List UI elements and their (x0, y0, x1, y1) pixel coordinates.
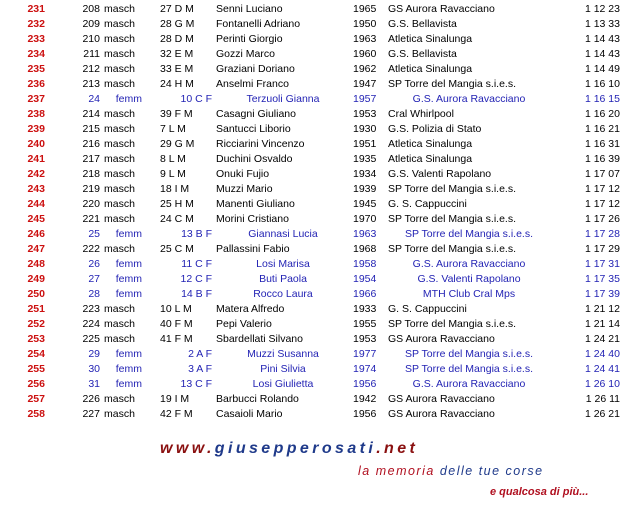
finish-time: 1 24 21 (584, 333, 620, 345)
bib-number: 31 (88, 378, 100, 390)
team-name: Atletica Sinalunga (388, 138, 473, 150)
position: 239 (27, 123, 45, 135)
category: 28 G M (160, 18, 195, 30)
gender: femm (115, 363, 142, 375)
birth-year: 1970 (353, 213, 377, 225)
birth-year: 1945 (353, 198, 377, 210)
result-row (0, 227, 632, 242)
birth-year: 1956 (353, 378, 377, 390)
birth-year: 1966 (353, 288, 377, 300)
finish-time: 1 17 31 (584, 258, 620, 270)
team-name: SP Torre del Mangia s.i.e.s. (388, 213, 517, 225)
finish-time: 1 16 10 (584, 78, 620, 90)
finish-time: 1 26 10 (584, 378, 620, 390)
team-name: G. S. Cappuccini (388, 198, 467, 210)
gender: masch (104, 18, 135, 30)
team-name: G.S. Bellavista (388, 18, 457, 30)
position: 241 (27, 153, 45, 165)
position: 253 (27, 333, 45, 345)
category: 27 D M (160, 3, 194, 15)
bib-number: 215 (82, 123, 100, 135)
athlete-name: Perinti Giorgio (216, 33, 283, 45)
category: 9 L M (160, 168, 186, 180)
birth-year: 1962 (353, 63, 377, 75)
result-row (0, 212, 632, 227)
team-name: G. S. Cappuccini (388, 303, 467, 315)
team-name: SP Torre del Mangia s.i.e.s. (388, 318, 517, 330)
finish-time: 1 14 43 (584, 48, 620, 60)
position: 238 (27, 108, 45, 120)
result-row (0, 92, 632, 107)
category: 25 H M (160, 198, 194, 210)
position: 250 (27, 288, 45, 300)
athlete-name: Ricciarini Vincenzo (216, 138, 305, 150)
finish-time: 1 17 28 (584, 228, 620, 240)
athlete-name: Muzzi Mario (216, 183, 273, 195)
birth-year: 1955 (353, 318, 377, 330)
gender: masch (104, 318, 135, 330)
category: 29 G M (160, 138, 195, 150)
tagline-part-1: la memoria (358, 464, 435, 478)
gender: femm (115, 258, 142, 270)
site-url-name: giusepperosati (214, 440, 377, 457)
position: 252 (27, 318, 45, 330)
bib-number: 222 (82, 243, 100, 255)
gender: masch (104, 393, 135, 405)
bib-number: 212 (82, 63, 100, 75)
gender: masch (104, 213, 135, 225)
bib-number: 227 (82, 408, 100, 420)
birth-year: 1957 (353, 93, 377, 105)
team-name: GS Aurora Ravacciano (388, 333, 495, 345)
position: 245 (27, 213, 45, 225)
finish-time: 1 17 29 (584, 243, 620, 255)
athlete-name: Terzuoli Gianna (246, 93, 320, 105)
category: 28 D M (160, 33, 194, 45)
finish-time: 1 16 20 (584, 108, 620, 120)
team-name: MTH Club Cral Mps (422, 288, 516, 300)
birth-year: 1950 (353, 18, 377, 30)
team-name: G.S. Valenti Rapolano (417, 273, 521, 285)
gender: masch (104, 3, 135, 15)
result-row (0, 407, 632, 422)
team-name: SP Torre del Mangia s.i.e.s. (404, 348, 533, 360)
gender: femm (115, 93, 142, 105)
athlete-name: Gozzi Marco (216, 48, 275, 60)
finish-time: 1 21 12 (584, 303, 620, 315)
finish-time: 1 26 11 (585, 393, 620, 405)
gender: masch (104, 63, 135, 75)
category: 11 C F (181, 258, 212, 270)
result-row (0, 272, 632, 287)
athlete-name: Casagni Giuliano (216, 108, 296, 120)
athlete-name: Muzzi Susanna (247, 348, 319, 360)
team-name: Atletica Sinalunga (388, 63, 473, 75)
finish-time: 1 16 15 (584, 93, 620, 105)
team-name: G.S. Polizia di Stato (388, 123, 482, 135)
birth-year: 1968 (353, 243, 377, 255)
category: 3 A F (188, 363, 212, 375)
athlete-name: Losi Marisa (256, 258, 310, 270)
athlete-name: Santucci Liborio (216, 123, 291, 135)
finish-time: 1 17 35 (584, 273, 620, 285)
team-name: Atletica Sinalunga (388, 153, 473, 165)
gender: masch (104, 198, 135, 210)
finish-time: 1 26 21 (584, 408, 620, 420)
position: 255 (27, 363, 45, 375)
bib-number: 24 (88, 93, 100, 105)
birth-year: 1977 (353, 348, 377, 360)
gender: femm (115, 348, 142, 360)
result-row (0, 362, 632, 377)
team-name: G.S. Aurora Ravacciano (412, 258, 526, 270)
position: 232 (27, 18, 45, 30)
position: 243 (27, 183, 45, 195)
finish-time: 1 24 41 (584, 363, 620, 375)
gender: masch (104, 333, 135, 345)
birth-year: 1951 (353, 138, 377, 150)
result-row (0, 47, 632, 62)
birth-year: 1939 (353, 183, 377, 195)
birth-year: 1930 (353, 123, 377, 135)
finish-time: 1 21 14 (584, 318, 620, 330)
athlete-name: Onuki Fujio (216, 168, 270, 180)
birth-year: 1953 (353, 108, 377, 120)
category: 33 E M (160, 63, 194, 75)
bib-number: 208 (82, 3, 100, 15)
bib-number: 27 (88, 273, 100, 285)
birth-year: 1963 (353, 33, 377, 45)
team-name: G.S. Aurora Ravacciano (412, 378, 526, 390)
position: 249 (27, 273, 45, 285)
birth-year: 1954 (353, 273, 377, 285)
position: 248 (27, 258, 45, 270)
team-name: SP Torre del Mangia s.i.e.s. (404, 363, 533, 375)
site-tagline-more: e qualcosa di più... (490, 486, 589, 498)
finish-time: 1 17 07 (584, 168, 620, 180)
site-url-suffix: .net (376, 440, 419, 457)
gender: femm (115, 228, 142, 240)
athlete-name: Pallassini Fabio (216, 243, 290, 255)
category: 8 L M (160, 153, 186, 165)
category: 19 I M (160, 393, 190, 405)
athlete-name: Giannasi Lucia (248, 228, 318, 240)
gender: masch (104, 138, 135, 150)
finish-time: 1 12 23 (584, 3, 620, 15)
result-row (0, 62, 632, 77)
bib-number: 220 (82, 198, 100, 210)
position: 246 (27, 228, 45, 240)
category: 10 L M (160, 303, 192, 315)
team-name: Cral Whirlpool (388, 108, 454, 120)
birth-year: 1960 (353, 48, 377, 60)
category: 24 H M (160, 78, 194, 90)
position: 231 (27, 3, 45, 15)
team-name: SP Torre del Mangia s.i.e.s. (388, 183, 517, 195)
birth-year: 1942 (353, 393, 377, 405)
result-row (0, 107, 632, 122)
athlete-name: Pini Silvia (260, 363, 306, 375)
category: 39 F M (160, 108, 193, 120)
finish-time: 1 13 33 (584, 18, 620, 30)
position: 234 (27, 48, 45, 60)
position: 237 (27, 93, 45, 105)
result-row (0, 167, 632, 182)
birth-year: 1953 (353, 333, 377, 345)
gender: masch (104, 123, 135, 135)
athlete-name: Rocco Laura (253, 288, 313, 300)
team-name: SP Torre del Mangia s.i.e.s. (388, 78, 517, 90)
birth-year: 1935 (353, 153, 377, 165)
bib-number: 209 (82, 18, 100, 30)
bib-number: 210 (82, 33, 100, 45)
athlete-name: Matera Alfredo (216, 303, 285, 315)
gender: femm (115, 273, 142, 285)
result-row (0, 302, 632, 317)
site-tagline (358, 464, 544, 478)
site-url[interactable] (160, 440, 418, 458)
team-name: G.S. Valenti Rapolano (388, 168, 492, 180)
position: 240 (27, 138, 45, 150)
result-row (0, 257, 632, 272)
finish-time: 1 16 39 (584, 153, 620, 165)
gender: femm (115, 378, 142, 390)
bib-number: 30 (88, 363, 100, 375)
result-row (0, 332, 632, 347)
athlete-name: Graziani Doriano (216, 63, 295, 75)
bib-number: 224 (82, 318, 100, 330)
athlete-name: Losi Giulietta (252, 378, 314, 390)
bib-number: 217 (82, 153, 100, 165)
category: 10 C F (180, 93, 212, 105)
position: 233 (27, 33, 45, 45)
gender: masch (104, 168, 135, 180)
athlete-name: Duchini Osvaldo (216, 153, 293, 165)
category: 25 C M (160, 243, 194, 255)
category: 18 I M (160, 183, 190, 195)
bib-number: 211 (83, 48, 100, 60)
result-row (0, 32, 632, 47)
position: 236 (27, 78, 45, 90)
finish-time: 1 24 40 (584, 348, 620, 360)
position: 244 (27, 198, 45, 210)
athlete-name: Morini Cristiano (216, 213, 289, 225)
birth-year: 1974 (353, 363, 377, 375)
team-name: Atletica Sinalunga (388, 33, 473, 45)
category: 13 B F (181, 228, 212, 240)
category: 7 L M (160, 123, 186, 135)
team-name: GS Aurora Ravacciano (388, 408, 495, 420)
athlete-name: Manenti Giuliano (216, 198, 295, 210)
result-row (0, 152, 632, 167)
bib-number: 29 (88, 348, 100, 360)
birth-year: 1934 (353, 168, 377, 180)
gender: masch (104, 78, 135, 90)
finish-time: 1 17 39 (584, 288, 620, 300)
category: 24 C M (160, 213, 194, 225)
position: 251 (27, 303, 45, 315)
gender: masch (104, 408, 135, 420)
team-name: GS Aurora Ravacciano (388, 393, 495, 405)
result-row (0, 377, 632, 392)
bib-number: 221 (82, 213, 100, 225)
category: 32 E M (160, 48, 194, 60)
athlete-name: Fontanelli Adriano (216, 18, 301, 30)
birth-year: 1956 (353, 408, 377, 420)
team-name: GS Aurora Ravacciano (388, 3, 495, 15)
birth-year: 1965 (353, 3, 377, 15)
bib-number: 28 (88, 288, 100, 300)
gender: masch (104, 153, 135, 165)
position: 235 (27, 63, 45, 75)
category: 13 C F (180, 378, 212, 390)
result-row (0, 122, 632, 137)
category: 14 B F (181, 288, 212, 300)
gender: femm (115, 288, 142, 300)
bib-number: 214 (82, 108, 100, 120)
result-row (0, 137, 632, 152)
result-row (0, 17, 632, 32)
tagline-part-2: delle tue corse (439, 464, 544, 478)
bib-number: 226 (82, 393, 100, 405)
result-row (0, 242, 632, 257)
site-url-prefix: www. (160, 440, 215, 457)
category: 40 F M (160, 318, 193, 330)
position: 254 (27, 348, 45, 360)
bib-number: 223 (82, 303, 100, 315)
result-row (0, 392, 632, 407)
finish-time: 1 17 26 (584, 213, 620, 225)
category: 41 F M (160, 333, 193, 345)
result-row (0, 317, 632, 332)
bib-number: 213 (82, 78, 100, 90)
birth-year: 1947 (353, 78, 377, 90)
gender: masch (104, 33, 135, 45)
category: 42 F M (160, 408, 193, 420)
category: 2 A F (188, 348, 212, 360)
result-row (0, 182, 632, 197)
result-row (0, 347, 632, 362)
bib-number: 25 (88, 228, 100, 240)
team-name: G.S. Bellavista (388, 48, 457, 60)
results-table (0, 2, 632, 422)
bib-number: 225 (82, 333, 100, 345)
birth-year: 1958 (353, 258, 377, 270)
finish-time: 1 17 12 (584, 183, 620, 195)
result-row (0, 197, 632, 212)
category: 12 C F (180, 273, 212, 285)
athlete-name: Pepi Valerio (216, 318, 272, 330)
bib-number: 26 (88, 258, 100, 270)
finish-time: 1 14 49 (584, 63, 620, 75)
birth-year: 1933 (353, 303, 377, 315)
bib-number: 219 (82, 183, 100, 195)
position: 247 (27, 243, 45, 255)
position: 242 (27, 168, 45, 180)
gender: masch (104, 48, 135, 60)
result-row (0, 2, 632, 17)
position: 257 (27, 393, 45, 405)
finish-time: 1 14 43 (584, 33, 620, 45)
position: 256 (27, 378, 45, 390)
bib-number: 218 (82, 168, 100, 180)
gender: masch (104, 243, 135, 255)
athlete-name: Casaioli Mario (216, 408, 283, 420)
team-name: SP Torre del Mangia s.i.e.s. (388, 243, 517, 255)
athlete-name: Senni Luciano (216, 3, 283, 15)
position: 258 (27, 408, 45, 420)
team-name: G.S. Aurora Ravacciano (412, 93, 526, 105)
finish-time: 1 16 21 (584, 123, 620, 135)
gender: masch (104, 183, 135, 195)
gender: masch (104, 303, 135, 315)
athlete-name: Barbucci Rolando (216, 393, 299, 405)
athlete-name: Buti Paola (259, 273, 307, 285)
athlete-name: Sbardellati Silvano (216, 333, 303, 345)
gender: masch (104, 108, 135, 120)
team-name: SP Torre del Mangia s.i.e.s. (404, 228, 533, 240)
result-row (0, 77, 632, 92)
birth-year: 1963 (353, 228, 377, 240)
finish-time: 1 17 12 (584, 198, 620, 210)
finish-time: 1 16 31 (584, 138, 620, 150)
result-row (0, 287, 632, 302)
bib-number: 216 (82, 138, 100, 150)
athlete-name: Anselmi Franco (216, 78, 289, 90)
